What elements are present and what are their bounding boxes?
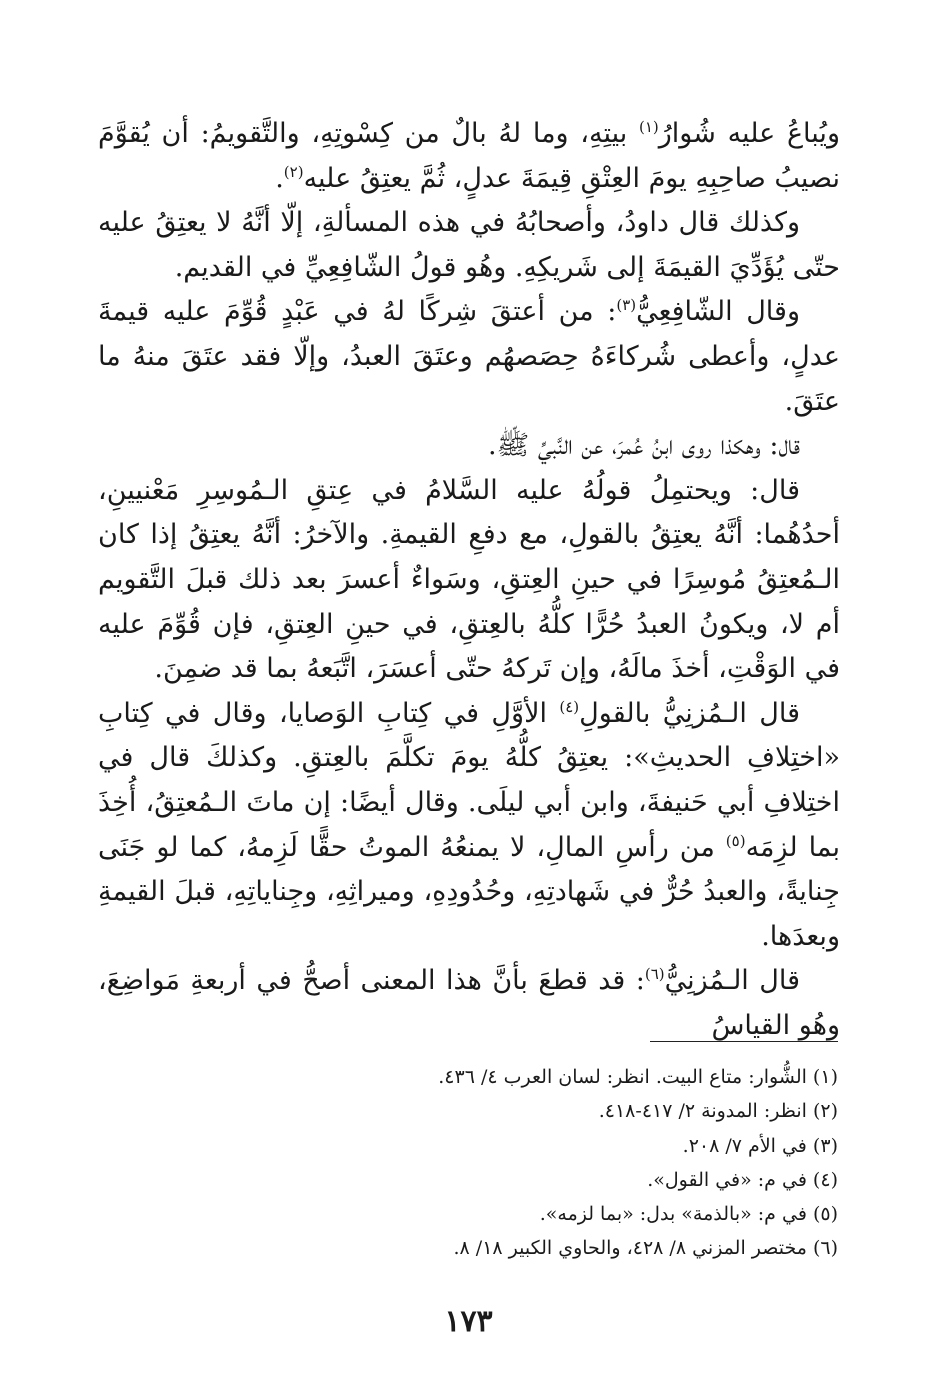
paragraph-2 — [98, 201, 840, 290]
footnote-5: (٥) في م: «بالذمة» بدل: «بما لزمه». — [539, 1203, 838, 1226]
paragraph-7 — [98, 959, 840, 1048]
paragraph-text: بيتِهِ، وما لهُ بالٌ من كِسْوتِهِ، والتَّقويمُ: أن يُقوَّمَ نصيبُ صاحِبِهِ يومَ العِتْقِ قِيمَةَ عدلٍ، ثُمَّ يعتِقُ عليه — [98, 118, 840, 194]
footnote-2: (٢) انظر: المدونة ٢/ ٤١٧-٤١٨. — [598, 1100, 838, 1123]
paragraph-text: قال الـمُزنِيُّ — [664, 965, 801, 997]
paragraph-1 — [98, 112, 840, 201]
footnote-reference: (١) — [638, 118, 659, 136]
paragraph-text: : من أعتقَ شِركًا لهُ في عَبْدٍ قُوِّمَ عليه قيمةَ عدلٍ، وأعطى شُركاءَهُ حِصَصهُم وعتَقَ العبدُ، وإلّا فقد عتَقَ منهُ ما عتَقَ. — [98, 296, 840, 417]
paragraph-text: قال: ويحتمِلُ قولُهُ عليه السَّلامُ في عِتقِ الـمُوسِرِ مَعْنيينِ، أحدُهُما: أنَّهُ يعتِقُ بالقولِ، مع دفعِ القيمةِ. والآخرُ: أنَّهُ يعتِقُ إذا كان الـمُعتِقُ مُوسِرًا في حينِ العِتقِ، وسَواءٌ أعسرَ بعد ذلك قبلَ التَّقويم أم لا، ويكونُ العبدُ حُرًّا كلُّهُ بالعِتقِ، في حينِ العِتقِ، فإن قُوِّمَ عليه في الوَقْتِ، أخذَ مالَهُ، وإن تَركهُ حتّى أعسَرَ، اتَّبَعهُ بما قد ضمِنَ. — [98, 474, 840, 685]
paragraph-6 — [98, 692, 840, 960]
footnote-reference: (٥) — [725, 831, 746, 850]
footnote-reference: (٢) — [283, 162, 304, 181]
paragraph-5 — [98, 469, 840, 692]
footnotes — [300, 1060, 838, 1266]
footnote-reference: (٦) — [644, 965, 665, 984]
footnote-4: (٤) في م: «في القول». — [647, 1168, 838, 1191]
paragraph-text: الأوَّلِ في كِتابِ الوَصايا، وقال في كِتابِ «اختِلافِ الحديثِ»: يعتِقُ كلُّهُ يومَ تكلَّمَ بالعِتقِ. وكذلكَ قال في اختِلافِ أبي حَنيفةَ، وابن أبي ليلَى. وقال أيضًا: إن ماتَ الـمُعتِقُ، أُخِذَ بما لزِمَه — [98, 697, 840, 863]
paragraph-4 — [98, 424, 840, 469]
paragraph-text: قال الـمُزنِيُّ بالقولِ — [579, 697, 800, 729]
footnote-1: (١) الشُّوار: متاع البيت. انظر: لسان العرب ٤/ ٤٣٦. — [438, 1066, 838, 1088]
footnote-3: (٣) في الأم ٧/ ٢٠٨. — [682, 1134, 838, 1157]
footnote-6: (٦) مختصر المزني ٨/ ٤٢٨، والحاوي الكبير ١٨/ ٨. — [453, 1237, 838, 1260]
paragraph-3 — [98, 290, 840, 424]
main-text — [98, 112, 840, 1048]
footnote-reference: (٤) — [559, 697, 580, 716]
paragraph-text: قال: وهكذا روى ابنُ عُمرَ، عن النَّبيِّ ﷺ. — [488, 430, 800, 462]
footnote-separator — [650, 1041, 838, 1042]
page-number: ١٧٣ — [444, 1304, 493, 1339]
paragraph-text: : قد قطعَ بأنَّ هذا المعنى أصحُّ في أربعةِ مَواضِعَ، وهُو القياسُ — [98, 965, 840, 1041]
footnote-reference: (٣) — [616, 296, 637, 315]
paragraph-text: من رأسِ المالِ، لا يمنعُهُ الموتُ حقًّا لَزِمهُ، كما لو جَنَى جِنايةً، والعبدُ حُرٌّ في شَهادتِهِ، وحُدُودِهِ، وميراثِهِ، وجِناياتِهِ، قبلَ القيمةِ وبعدَها. — [98, 831, 841, 952]
paragraph-text: ويُباعُ عليه شُوارُ — [658, 118, 840, 149]
paragraph-text: وقال الشّافِعِيُّ — [636, 296, 800, 328]
paragraph-text: وكذلك قال داودُ، وأصحابُهُ في هذه المسألةِ، إلّا أنَّهُ لا يعتِقُ عليه حتّى يُؤَدِّيَ القيمَةَ إلى شَريكِهِ. وهُو قولُ الشّافِعِيِّ في القديم. — [98, 207, 840, 283]
paragraph-text: . — [275, 162, 284, 194]
